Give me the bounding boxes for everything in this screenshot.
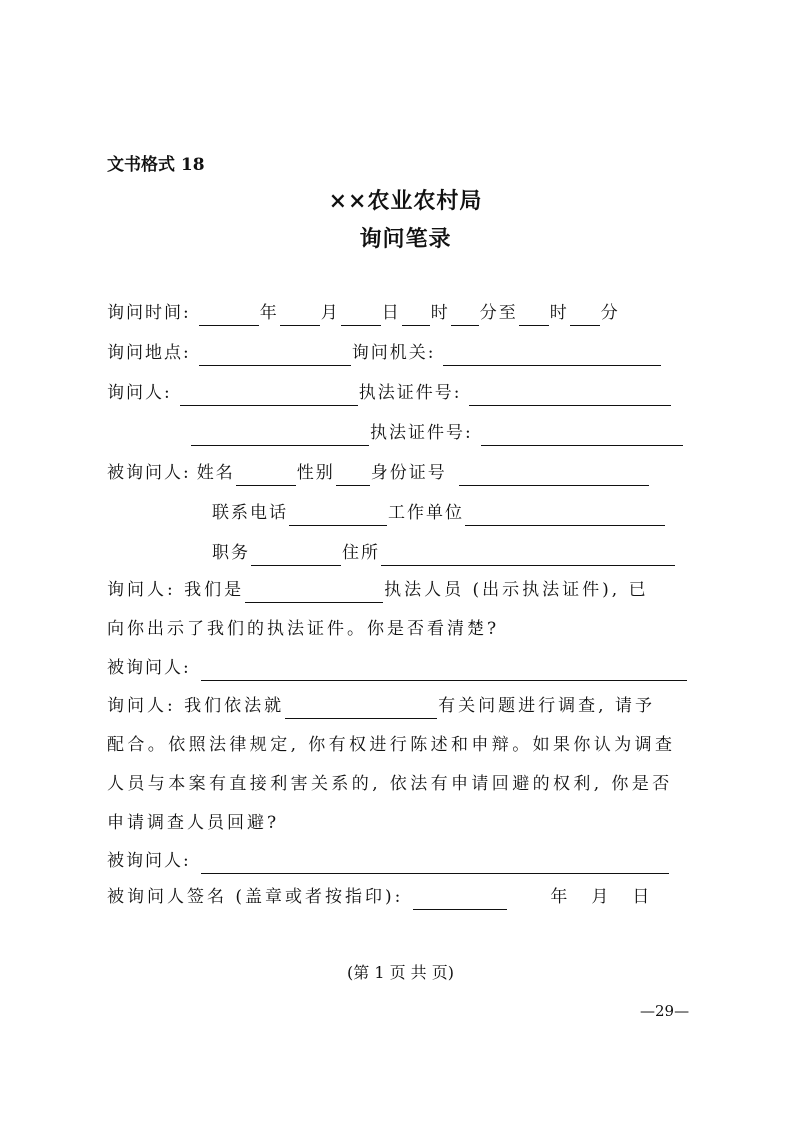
page-info: (第 1 页 共 页) [346, 963, 454, 982]
page-number: —29— [640, 1002, 690, 1020]
question-2-line-2 [107, 732, 675, 758]
question-2-text-2: 配合。依照法律规定, 你有权进行陈述和申辩。如果你认为调查 [107, 735, 676, 755]
phone-label: 联系电话 [212, 503, 288, 523]
respondent-row-1 [107, 460, 650, 486]
form-code: 文书格式 18 [107, 155, 205, 175]
respondent-row-3 [212, 540, 676, 566]
inquiry-place-label: 询问地点: [107, 343, 191, 363]
inquiry-organ-field[interactable] [443, 345, 661, 366]
hour-label: 时 [430, 303, 450, 323]
id-number-label: 身份证号 [370, 463, 447, 483]
inquiry-place-field[interactable] [199, 345, 351, 366]
question-1-line-1 [107, 577, 649, 603]
position-field[interactable] [251, 545, 341, 566]
hour-field[interactable] [402, 305, 430, 326]
question-1-text: 向你出示了我们的执法证件。你是否看清楚? [107, 619, 500, 639]
end-minute-label: 分 [600, 303, 620, 323]
agency-name-field[interactable] [245, 582, 383, 603]
question-1-line-2 [107, 616, 499, 642]
answer-2-field[interactable] [201, 853, 669, 874]
phone-field[interactable] [289, 505, 387, 526]
year-label: 年 [259, 303, 279, 323]
name-label: 姓名 [196, 463, 235, 483]
respondent-label: 被询问人: [107, 463, 191, 483]
agency-title: ××农业农村局 [328, 188, 483, 214]
address-label: 住所 [342, 543, 380, 563]
signature-day-label: 日 [632, 887, 652, 907]
work-unit-label: 工作单位 [388, 503, 464, 523]
name-field[interactable] [236, 465, 296, 486]
inquirer-field-1[interactable] [180, 385, 358, 406]
respondent-row-2 [212, 500, 666, 526]
signature-year-label: 年 [550, 887, 570, 907]
inquirer-row-2 [190, 420, 684, 446]
question-2-line-1 [107, 693, 655, 719]
inquirer-row [107, 380, 672, 406]
inquiry-organ-label: 询问机关: [351, 343, 436, 363]
work-unit-field[interactable] [465, 505, 665, 526]
question-2-line-4 [107, 810, 279, 836]
question-2-suffix: 有关问题进行调查, 请予 [438, 696, 655, 716]
answer-2-row [107, 848, 670, 874]
cert-number-label-1: 执法证件号: [358, 383, 462, 403]
inquiry-place-row [107, 340, 662, 366]
inquiry-time-label: 询问时间: [107, 303, 191, 323]
address-field[interactable] [381, 545, 675, 566]
question-2-text-4: 申请调查人员回避? [107, 813, 280, 833]
month-field[interactable] [280, 305, 320, 326]
question-2-line-3 [107, 771, 673, 797]
cert-number-label-2: 执法证件号: [370, 423, 473, 443]
signature-month-label: 月 [591, 887, 611, 907]
month-label: 月 [320, 303, 340, 323]
signature-label: 被询问人签名 (盖章或者按指印): [107, 887, 404, 907]
inquiry-time-row [107, 300, 620, 326]
question-1-prefix: 询问人: 我们是 [107, 580, 245, 600]
question-2-prefix: 询问人: 我们依法就 [107, 696, 285, 716]
answer-1-label: 被询问人: [107, 658, 191, 678]
day-label: 日 [381, 303, 401, 323]
cert-number-field-2[interactable] [481, 425, 683, 446]
question-1-suffix: 执法人员 (出示执法证件), 已 [384, 580, 649, 600]
signature-row [107, 884, 651, 910]
position-label: 职务 [212, 543, 250, 563]
end-minute-field[interactable] [570, 305, 600, 326]
case-matter-field[interactable] [285, 698, 437, 719]
document-title: 询问笔录 [359, 226, 452, 252]
answer-1-row [107, 655, 688, 681]
minute-field[interactable] [451, 305, 479, 326]
cert-number-field-1[interactable] [469, 385, 671, 406]
inquirer-label: 询问人: [107, 383, 172, 403]
end-hour-label: 时 [549, 303, 569, 323]
id-number-field[interactable] [459, 465, 649, 486]
inquirer-field-2[interactable] [191, 425, 369, 446]
signature-field[interactable] [413, 889, 507, 910]
minute-to-label: 分至 [479, 303, 518, 323]
gender-field[interactable] [336, 465, 370, 486]
question-2-text-3: 人员与本案有直接利害关系的, 依法有申请回避的权利, 你是否 [107, 774, 673, 794]
gender-label: 性别 [296, 463, 335, 483]
day-field[interactable] [341, 305, 381, 326]
end-hour-field[interactable] [519, 305, 549, 326]
answer-1-field[interactable] [201, 660, 687, 681]
answer-2-label: 被询问人: [107, 851, 191, 871]
year-field[interactable] [199, 305, 259, 326]
